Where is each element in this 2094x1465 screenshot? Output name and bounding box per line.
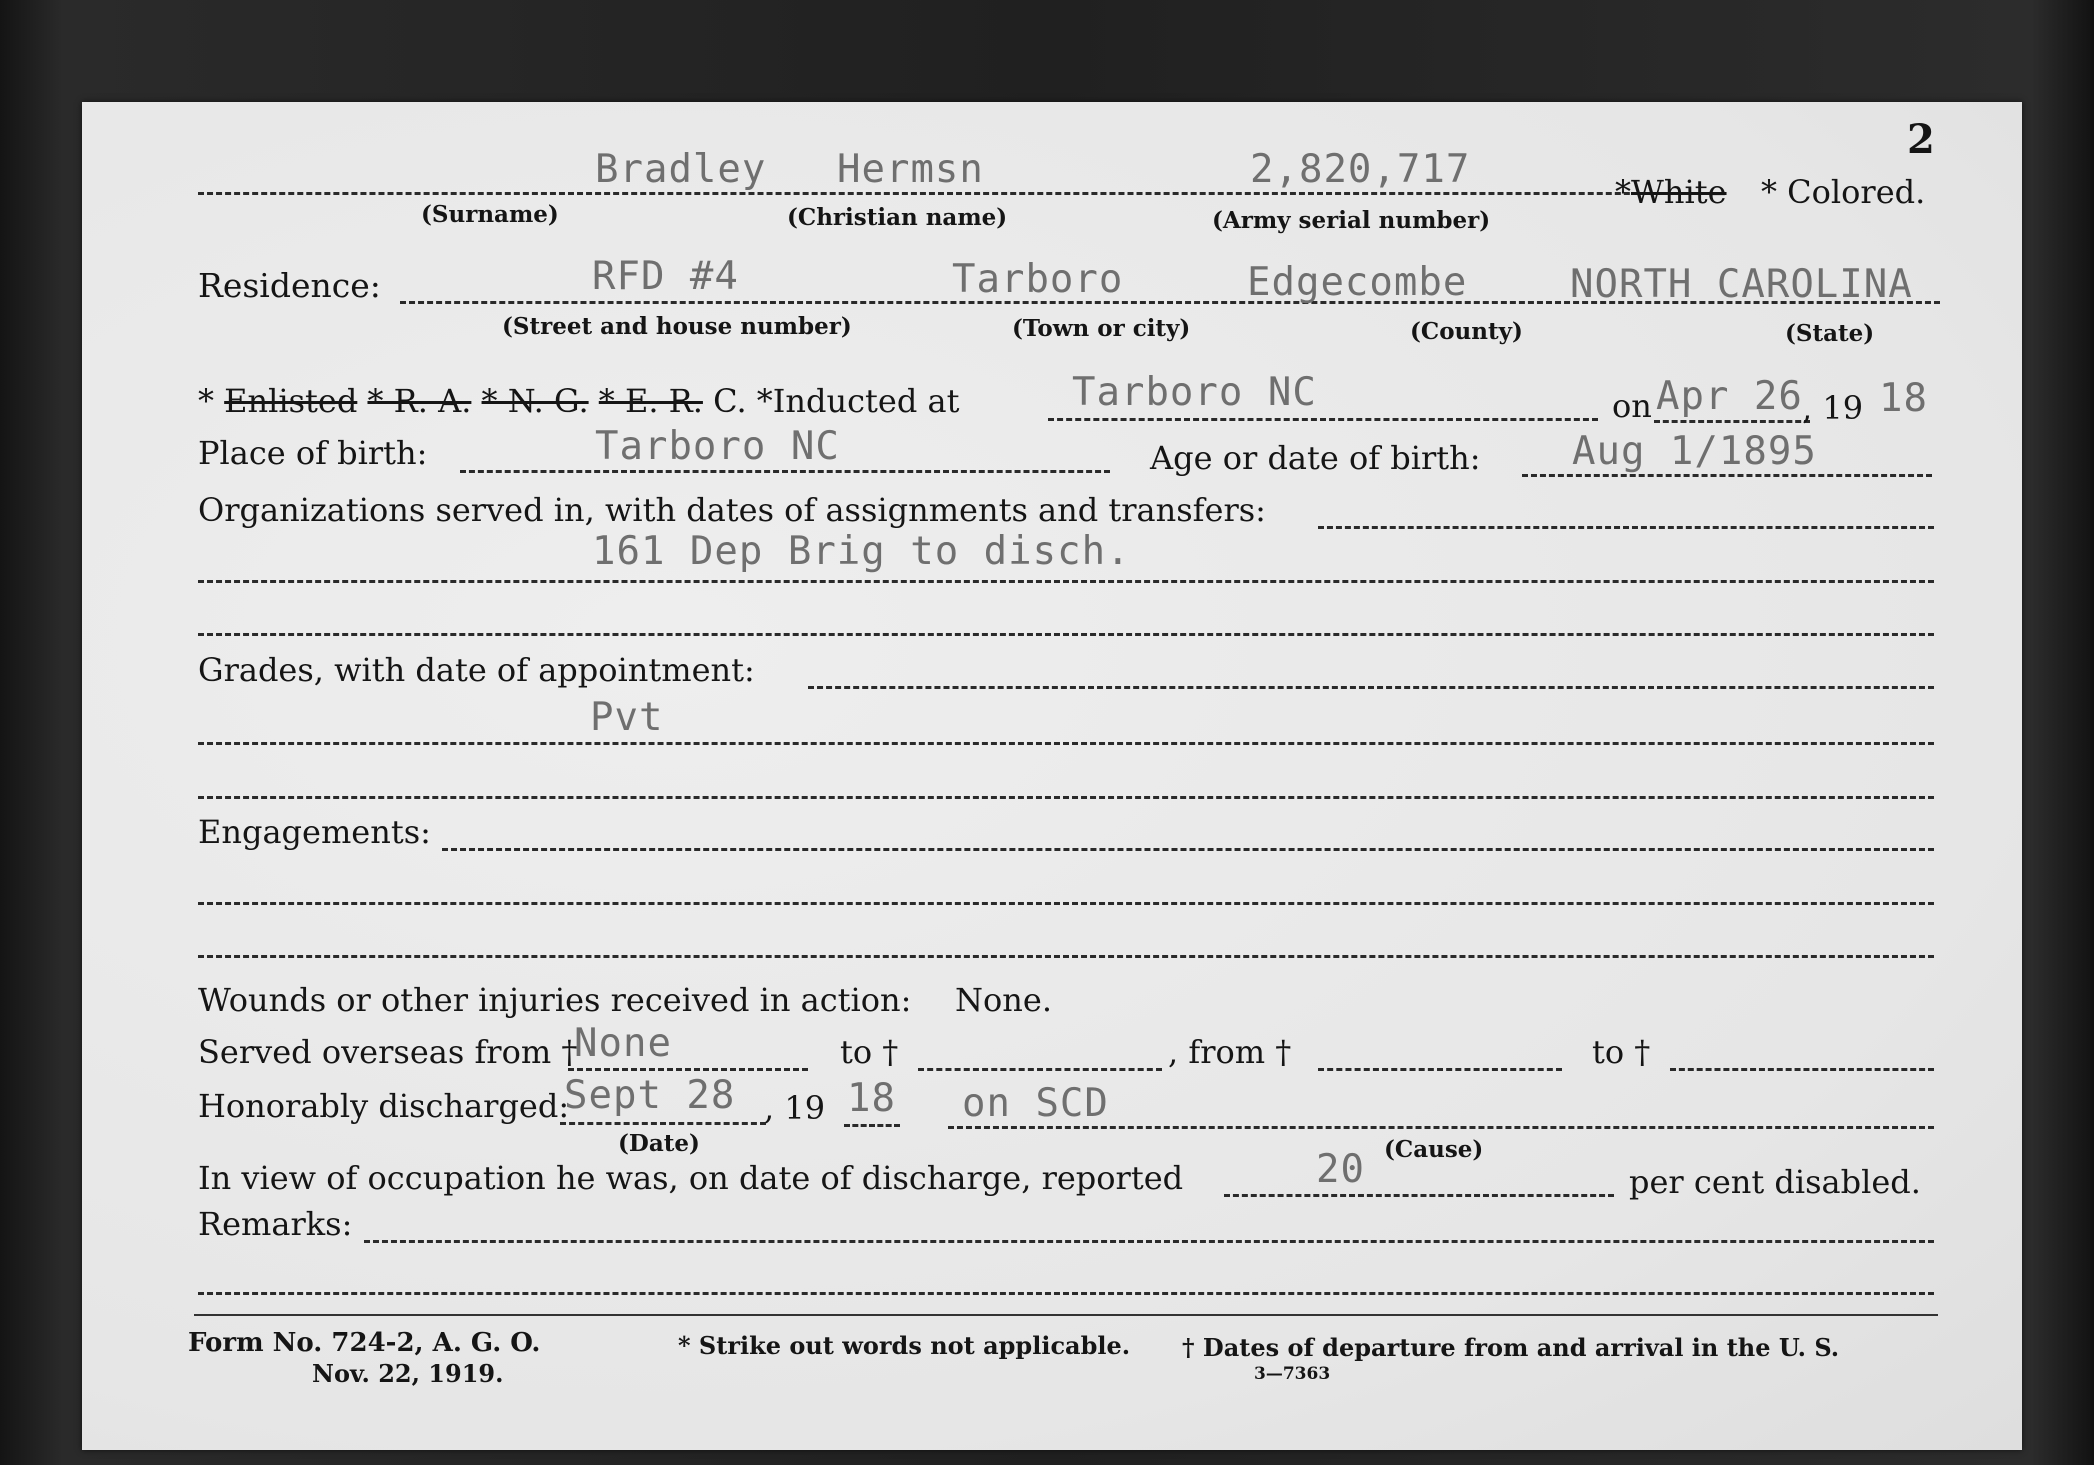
- footer-rule: [194, 1314, 1938, 1316]
- disability-suffix: per cent disabled.: [1629, 1163, 1921, 1201]
- er-option: * E. R.: [598, 382, 703, 420]
- surname-caption: (Surname): [421, 201, 559, 228]
- state-value: NORTH CAROLINA: [1570, 262, 1913, 307]
- white-star: *: [1615, 173, 1631, 211]
- grades-value: Pvt: [590, 695, 664, 740]
- discharge-date-caption: (Date): [618, 1130, 700, 1157]
- colored-label: * Colored.: [1761, 173, 1926, 211]
- organizations-line-3: [198, 633, 1934, 636]
- county-caption: (County): [1410, 318, 1523, 345]
- disability-line: [1224, 1194, 1614, 1197]
- discharge-label: Honorably discharged:: [198, 1087, 570, 1125]
- residence-label: Residence:: [198, 266, 381, 305]
- overseas-from-line: [568, 1068, 808, 1071]
- discharge-cause-line: [948, 1126, 1934, 1129]
- name-line: [198, 192, 1693, 195]
- ra-option: * R. A.: [367, 382, 472, 420]
- organizations-value: 161 Dep Brig to disch.: [592, 529, 1131, 574]
- dates-note: † Dates of departure from and arrival in the U. S.: [1182, 1333, 1840, 1362]
- engagements-label: Engagements:: [198, 813, 431, 851]
- white-label: [1615, 173, 1727, 211]
- christian-name-caption: (Christian name): [787, 204, 1008, 231]
- county-value: Edgecombe: [1247, 260, 1468, 305]
- wounds-label: Wounds or other injuries received in action:: [198, 981, 912, 1019]
- enlistment-star: *: [198, 382, 214, 420]
- grades-label: Grades, with date of appointment:: [198, 651, 755, 689]
- surname-value: Bradley: [595, 147, 767, 192]
- discharge-year-suffix: 18: [847, 1076, 896, 1121]
- remarks-label: Remarks:: [198, 1205, 353, 1243]
- strike-note: * Strike out words not applicable.: [678, 1331, 1131, 1360]
- overseas-to-line: [918, 1068, 1162, 1071]
- grades-line-1: [808, 686, 1934, 689]
- town-value: Tarboro: [952, 257, 1124, 302]
- discharge-cause-caption: (Cause): [1384, 1136, 1484, 1163]
- street-caption: (Street and house number): [502, 313, 852, 340]
- form-number: Form No. 724-2, A. G. O.: [188, 1328, 541, 1358]
- organizations-label: Organizations served in, with dates of assignments and transfers:: [198, 491, 1266, 529]
- inducted-place-line: [1048, 418, 1598, 421]
- engagements-line-1: [442, 848, 1934, 851]
- organizations-line-1: [1318, 526, 1934, 529]
- birth-place-value: Tarboro NC: [595, 424, 840, 469]
- inducted-year-prefix: , 19: [1802, 389, 1864, 427]
- engagements-line-2: [198, 902, 1934, 905]
- inducted-on-label: on: [1612, 387, 1652, 425]
- overseas-to-label: to †: [840, 1033, 899, 1071]
- discharge-year-prefix: , 19: [764, 1089, 826, 1127]
- town-caption: (Town or city): [1012, 315, 1191, 342]
- grades-line-2: [198, 742, 1934, 745]
- overseas-to-line-2: [1670, 1068, 1934, 1071]
- inducted-option: C. *Inducted at: [713, 382, 960, 420]
- engagements-line-3: [198, 955, 1934, 958]
- disability-label: In view of occupation he was, on date of discharge, reported: [198, 1159, 1184, 1197]
- remarks-line-1: [364, 1240, 1934, 1243]
- christian-name-value: Hermsn: [837, 147, 984, 192]
- discharge-cause-value: on SCD: [962, 1081, 1109, 1126]
- birth-date-line: [1522, 474, 1932, 477]
- overseas-from-value: None: [574, 1021, 672, 1066]
- service-record-card: [82, 102, 2022, 1450]
- organizations-line-2: [198, 580, 1934, 583]
- discharge-year-line: [844, 1124, 900, 1127]
- form-date: Nov. 22, 1919.: [312, 1359, 504, 1388]
- serial-number-caption: (Army serial number): [1212, 207, 1491, 234]
- inducted-place-value: Tarboro NC: [1072, 370, 1317, 415]
- overseas-label: Served overseas from †: [198, 1033, 578, 1071]
- inducted-date-line: [1654, 420, 1810, 423]
- birth-place-line: [460, 470, 1110, 473]
- birth-date-value: Aug 1/1895: [1572, 429, 1817, 474]
- discharge-date-line: [560, 1122, 766, 1125]
- enlistment-label: [198, 382, 960, 420]
- grades-line-3: [198, 796, 1934, 799]
- overseas-from-line-2: [1318, 1068, 1562, 1071]
- inducted-year-suffix: 18: [1879, 376, 1928, 421]
- disability-value: 20: [1316, 1147, 1365, 1192]
- street-value: RFD #4: [592, 254, 739, 299]
- serial-number-value: 2,820,717: [1250, 147, 1471, 192]
- inducted-date-value: Apr 26: [1656, 374, 1803, 419]
- card-number: 2: [1907, 116, 1935, 163]
- enlisted-option: Enlisted: [224, 382, 358, 420]
- birth-date-label: Age or date of birth:: [1150, 439, 1481, 477]
- remarks-line-2: [198, 1292, 1934, 1295]
- wounds-value: None.: [955, 981, 1052, 1019]
- discharge-date-value: Sept 28: [564, 1073, 736, 1118]
- overseas-from-label-2: , from †: [1168, 1033, 1292, 1071]
- ng-option: * N. G.: [481, 382, 589, 420]
- print-code: 3—7363: [1254, 1364, 1331, 1384]
- overseas-to-label-2: to †: [1592, 1033, 1651, 1071]
- state-caption: (State): [1785, 320, 1875, 347]
- white-text: White: [1631, 173, 1727, 211]
- birth-place-label: Place of birth:: [198, 434, 428, 472]
